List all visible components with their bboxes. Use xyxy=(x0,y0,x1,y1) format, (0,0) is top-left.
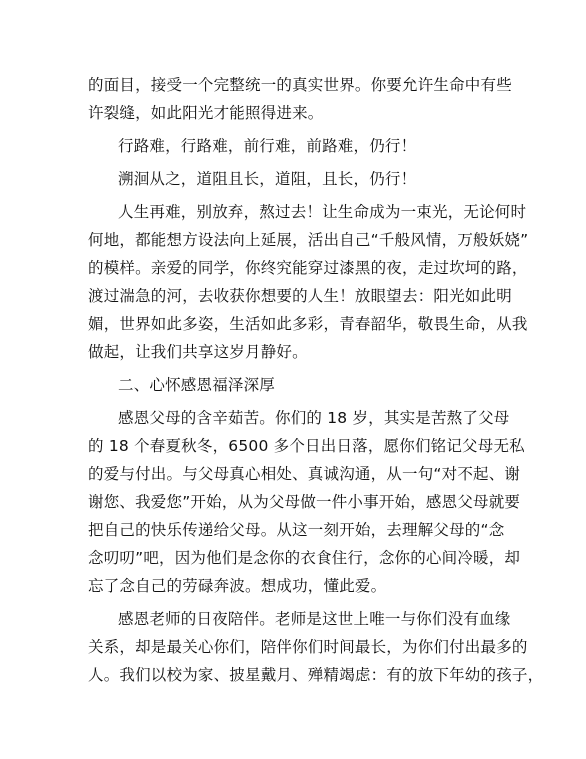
text-line: 谢您、我爱您”开始，从为父母做一件小事开始，感恩父母就要 xyxy=(88,493,521,511)
text-line: 许裂缝，如此阳光才能照得进来。 xyxy=(88,104,324,122)
text-line: 行路难，行路难，前行难，前路难，仍行！ xyxy=(118,137,417,155)
text-line: 的面目，接受一个完整统一的真实世界。你要允许生命中有些 xyxy=(88,76,512,94)
text-line: 的爱与付出。与父母真心相处、真诚沟通，从一句“对不起、谢 xyxy=(88,465,521,483)
text-line: 把自己的快乐传递给父母。从这一刻开始，去理解父母的“念 xyxy=(88,521,505,539)
text-line: 感恩父母的含辛茹苦。你们的 18 岁，其实是苦熬了父母 xyxy=(118,409,510,427)
text-line: 忘了念自己的劳碌奔波。想成功，懂此爱。 xyxy=(88,577,387,595)
text-line: 的 18 个春夏秋冬，6500 多个日出日落，愿你们铭记父母无私 xyxy=(88,437,525,455)
text-line: 渡过湍急的河，去收获你想要的人生！放眼望去：阳光如此明 xyxy=(88,287,512,305)
text-line: 人生再难，别放弃，熬过去！让生命成为一束光，无论何时 xyxy=(118,203,527,221)
text-line: 人。我们以校为家、披星戴月、殚精竭虑：有的放下年幼的孩子， xyxy=(88,666,544,684)
text-line: 做起，让我们共享这岁月静好。 xyxy=(88,343,308,361)
text-line: 感恩老师的日夜陪伴。老师是这世上唯一与你们没有血缘 xyxy=(118,610,511,628)
text-line: 媚，世界如此多姿，生活如此多彩，青春韶华，敬畏生命，从我 xyxy=(88,315,528,333)
text-line: 何地，都能想方设法向上延展，活出自己“千般风情，万般妖娆” xyxy=(88,231,529,249)
text-line: 溯洄从之，道阻且长，道阻，且长，仍行！ xyxy=(118,170,417,188)
section-heading: 二、心怀感恩福泽深厚 xyxy=(118,376,276,394)
text-line: 关系，却是最关心你们，陪伴你们时间最长，为你们付出最多的 xyxy=(88,638,528,656)
text-line: 的模样。亲爱的同学，你终究能穿过漆黑的夜，走过坎坷的路， xyxy=(88,259,528,277)
text-line: 念叨叨”吧，因为他们是念你的衣食住行，念你的心间冷暖，却 xyxy=(88,549,521,567)
